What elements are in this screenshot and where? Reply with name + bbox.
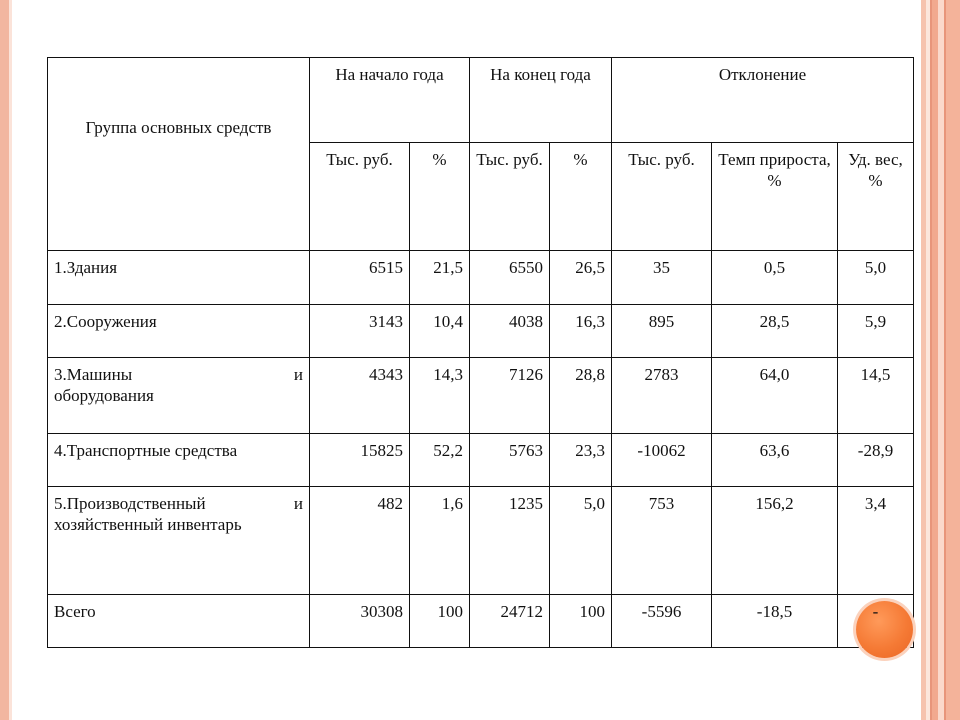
cell-dev-thousand: 753 xyxy=(612,487,712,595)
cell-start-percent: 10,4 xyxy=(410,305,470,358)
cell-dev-share: 5,9 xyxy=(838,305,914,358)
cell-dev-thousand: 35 xyxy=(612,251,712,305)
row-name: Всего xyxy=(48,595,310,648)
cell-start-percent: 14,3 xyxy=(410,358,470,434)
cell-dev-growth: 28,5 xyxy=(712,305,838,358)
cell-start-thousand: 30308 xyxy=(310,595,410,648)
cell-end-percent: 26,5 xyxy=(550,251,612,305)
cell-end-thousand: 5763 xyxy=(470,434,550,487)
cell-end-thousand: 7126 xyxy=(470,358,550,434)
header-deviation: Отклонение xyxy=(612,58,914,143)
row-name: 4.Транспортные средства xyxy=(48,434,310,487)
cell-dev-growth: 0,5 xyxy=(712,251,838,305)
cell-end-thousand: 1235 xyxy=(470,487,550,595)
header-end-percent: % xyxy=(550,143,612,251)
cell-dev-growth: 63,6 xyxy=(712,434,838,487)
cell-dev-thousand: -10062 xyxy=(612,434,712,487)
frame-stripe xyxy=(944,0,946,720)
row-name: 1.Здания xyxy=(48,251,310,305)
fixed-assets-table xyxy=(47,57,914,648)
cell-start-percent: 100 xyxy=(410,595,470,648)
cell-start-thousand: 4343 xyxy=(310,358,410,434)
cell-end-percent: 100 xyxy=(550,595,612,648)
row-name-part: оборудования xyxy=(54,386,154,405)
cell-dev-growth: -18,5 xyxy=(712,595,838,648)
cell-start-thousand: 3143 xyxy=(310,305,410,358)
cell-dev-share: 5,0 xyxy=(838,251,914,305)
cell-dev-growth: 156,2 xyxy=(712,487,838,595)
row-name-part: хозяйственный инвентарь xyxy=(54,515,242,534)
cell-end-percent: 5,0 xyxy=(550,487,612,595)
cell-start-percent: 52,2 xyxy=(410,434,470,487)
cell-end-thousand: 4038 xyxy=(470,305,550,358)
frame-stripe xyxy=(930,0,932,720)
table-row xyxy=(48,487,914,595)
slide-frame-right xyxy=(918,0,960,720)
cell-start-thousand: 482 xyxy=(310,487,410,595)
header-start-percent: % xyxy=(410,143,470,251)
cell-end-thousand: 6550 xyxy=(470,251,550,305)
table-row xyxy=(48,251,914,305)
row-name-part: и xyxy=(293,365,303,384)
cell-end-thousand: 24712 xyxy=(470,595,550,648)
cell-dev-share: -28,9 xyxy=(838,434,914,487)
table-row xyxy=(48,305,914,358)
header-start-thousand: Тыс. руб. xyxy=(310,143,410,251)
cell-end-percent: 28,8 xyxy=(550,358,612,434)
cell-dev-share: 14,5 xyxy=(838,358,914,434)
header-dev-thousand: Тыс. руб. xyxy=(612,143,712,251)
cell-dev-growth: 64,0 xyxy=(712,358,838,434)
header-group: Группа основных средств xyxy=(48,58,310,251)
row-name: 2.Сооружения xyxy=(48,305,310,358)
header-end-thousand: Тыс. руб. xyxy=(470,143,550,251)
cell-start-percent: 1,6 xyxy=(410,487,470,595)
row-name-part: 5.Производственный xyxy=(54,494,206,513)
cell-dev-share: - xyxy=(838,595,914,648)
header-dev-share: Уд. вес, % xyxy=(838,143,914,251)
cell-dev-thousand: 2783 xyxy=(612,358,712,434)
cell-start-thousand: 6515 xyxy=(310,251,410,305)
cell-start-percent: 21,5 xyxy=(410,251,470,305)
row-name xyxy=(48,487,310,595)
header-end: На конец года xyxy=(470,58,612,143)
cell-dev-thousand: 895 xyxy=(612,305,712,358)
cell-start-thousand: 15825 xyxy=(310,434,410,487)
cell-end-percent: 23,3 xyxy=(550,434,612,487)
header-dev-growth: Темп прироста, % xyxy=(712,143,838,251)
cell-end-percent: 16,3 xyxy=(550,305,612,358)
table-row-total xyxy=(48,595,914,648)
cell-dev-share: 3,4 xyxy=(838,487,914,595)
table-row xyxy=(48,434,914,487)
table-row xyxy=(48,358,914,434)
row-name xyxy=(48,358,310,434)
cell-dev-thousand: -5596 xyxy=(612,595,712,648)
row-name-part: и xyxy=(293,494,303,513)
row-name-part: 3.Машины xyxy=(54,365,133,384)
slide-frame-left xyxy=(0,0,9,720)
header-start: На начало года xyxy=(310,58,470,143)
